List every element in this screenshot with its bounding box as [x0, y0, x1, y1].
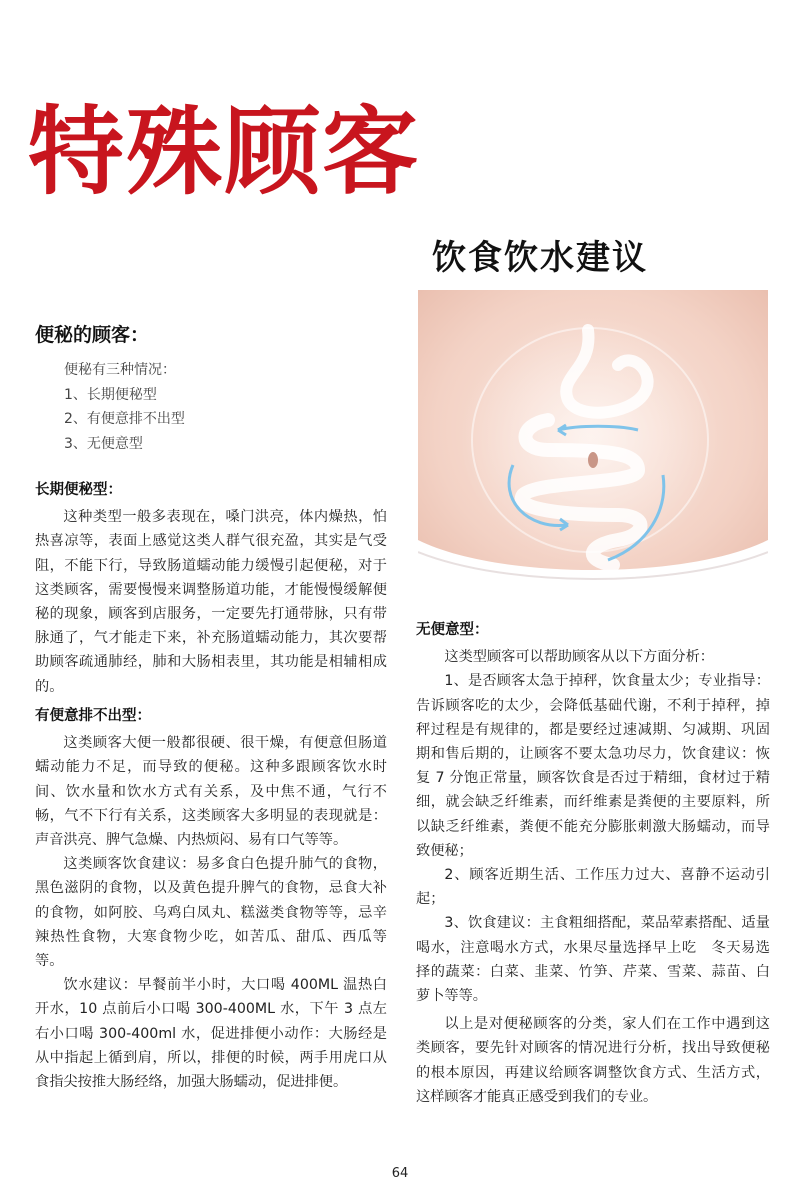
no-urge-paragraph-3: 2、顾客近期生活、工作压力过大、喜静不运动引起；	[416, 867, 770, 908]
page-title: 特殊顾客	[28, 95, 420, 208]
constipation-heading: 便秘的顾客：	[35, 324, 150, 346]
no-urge-paragraph-4: 3、饮食建议：主食粗细搭配，菜品荤素搭配、适量喝水，注意喝水方式，水果尽量选择早上吃 冬天易选择的蔬菜：白菜、韭菜、竹笋、芹菜、雪菜、蒜苗、白萝卜等等。	[416, 915, 770, 1005]
no-urge-summary: 以上是对便秘顾客的分类，家人们在工作中遇到这类顾客，要先针对顾客的情况进行分析，找出导致便秘的根本原因，再建议给顾客调整饮食方式、生活方式，这样顾客才能真正感受到我们的专业。	[416, 1016, 770, 1105]
intro-line: 便秘有三种情况：	[64, 362, 176, 378]
abdomen-digestive-illustration	[418, 290, 768, 600]
constipation-intro-list	[64, 358, 384, 456]
no-urge-heading: 无便意型：	[416, 622, 489, 638]
long-term-body: 这种类型一般多表现在，嗓门洪亮，体内燥热，怕热喜凉等，表面上感觉这类人群气很充盈，其实是气受阻，不能下行，导致肠道蠕动能力缓慢引起便秘，对于这类顾客，需要慢慢来调整肠道功能，才能慢慢缓解便秘的现象，顾客到店服务，一定要先打通带脉，只有带脉通了，气才能走下来，补充肠道蠕动能力，其次要帮助顾客疏通肺经，肺和大肠相表里，其功能是相辅相成的。	[35, 509, 387, 695]
no-urge-section	[416, 618, 770, 1109]
intro-line: 2、有便意排不出型	[64, 411, 185, 427]
long-term-section	[35, 478, 387, 699]
intro-line: 3、无便意型	[64, 435, 143, 452]
cannot-pass-paragraph-2: 这类顾客饮食建议：易多食白色提升肺气的食物，黑色滋阴的食物，以及黄色提升脾气的食物，忌食大补的食物，如阿胶、乌鸡白凤丸、糕滋类食物等等，忌辛辣热性食物，大寒食物少吃，如苦瓜、甜瓜、西瓜等等。	[35, 856, 387, 970]
page-number: 64	[391, 1166, 409, 1181]
no-urge-paragraph-2: 1、是否顾客太急于掉秤，饮食量太少；专业指导：告诉顾客吃的太少，会降低基础代谢，不利于掉秤，掉秤过程是有规律的，都是要经过速减期、匀减期、巩固期和售后期的，让顾客不要太急功尽力，饮食建议：恢复 7 分饱正常量，顾客饮食是否过于精细，食材过于精细，就会缺乏纤维素，而纤维素是粪便的主要原料，所以缺乏纤维素，粪便不能充分膨胀刺激大肠蠕动，而导致便秘；	[416, 673, 770, 859]
intro-line: 1、长期便秘型	[64, 386, 157, 403]
cannot-pass-paragraph-1: 这类顾客大便一般都很硬、很干燥，有便意但肠道蠕动能力不足，而导致的便秘。这种多跟顾客饮水时间、饮水量和饮水方式有关系，及中焦不通，气行不畅，气不下行有关系，这类顾客大多明显的表现就是：声音洪亮、脾气急燥、内热烦闷、易有口气等等。	[35, 735, 387, 849]
page-subtitle: 饮食饮水建议	[432, 238, 648, 278]
no-urge-paragraph-1: 这类型顾客可以帮助顾客从以下方面分析：	[444, 649, 714, 666]
cannot-pass-section	[35, 704, 387, 1094]
long-term-heading: 长期便秘型：	[35, 482, 122, 498]
cannot-pass-paragraph-3: 饮水建议：早餐前半小时，大口喝 400ML 温热白开水，10 点前后小口喝 300-400ML 水，下午 3 点左右小口喝 300-400ml 水，促进排便小动作：大肠经是从中指起上循到肩，所以，排便的时候，两手用虎口从食指尖按推大肠经络，加强大肠蠕动，促进排便。	[35, 977, 387, 1091]
cannot-pass-heading: 有便意排不出型：	[35, 708, 151, 724]
